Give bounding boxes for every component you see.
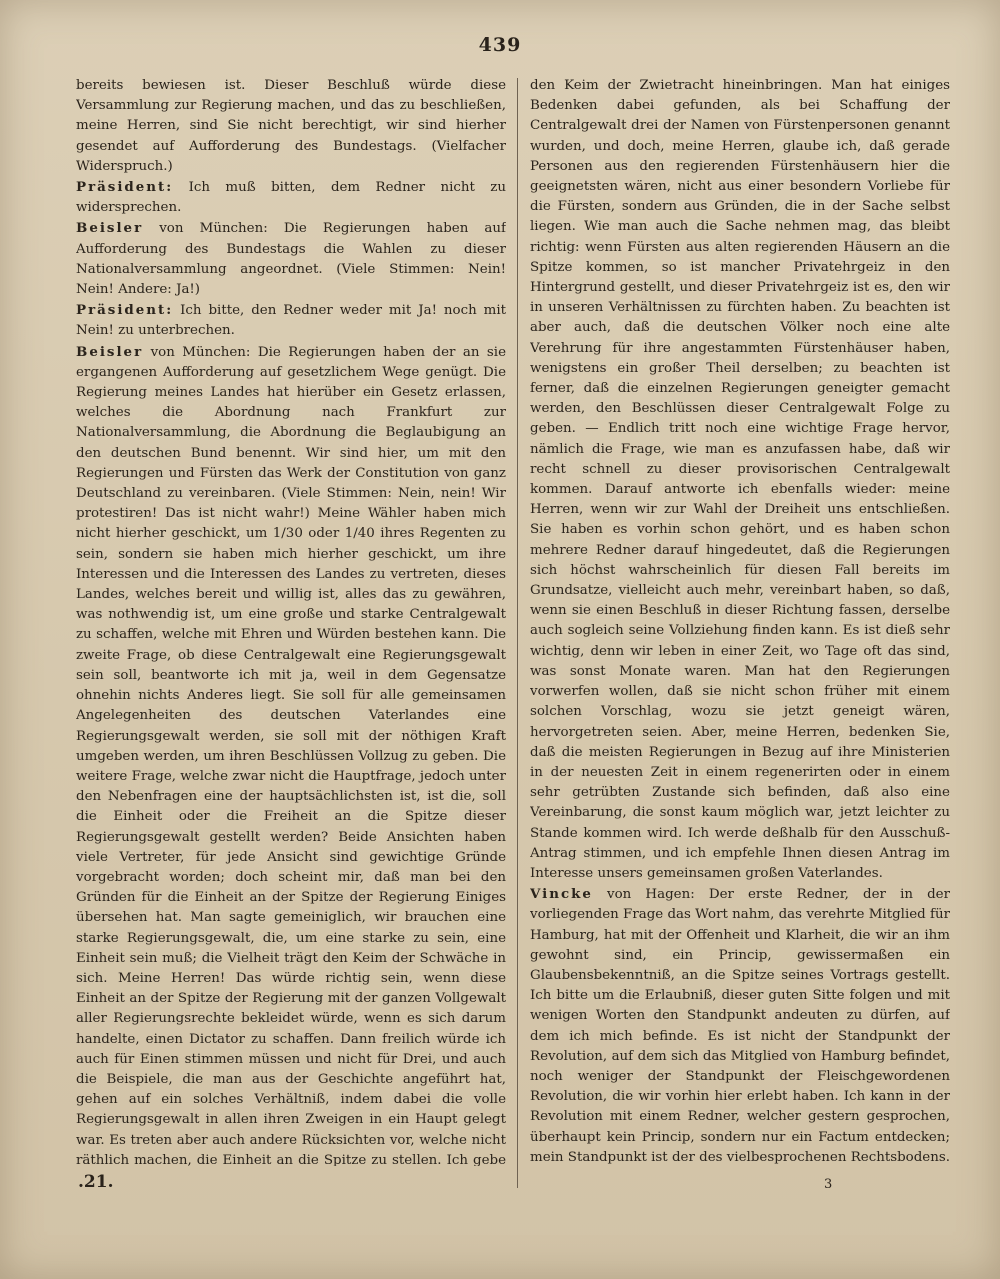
page-number: 439 — [478, 34, 522, 56]
paragraph-text: Ich bitte, den Redner weder mit Ja! noch mit Nein! zu unterbrechen. — [76, 303, 506, 339]
paragraph — [76, 342, 506, 1166]
paragraph-text: von München: Die Regierungen haben auf Aufforderung des Bundestags die Wahlen zu dieser Nationalversammlung angeordnet. (Viele Stimmen: Nein! Nein! Andere: Ja!) — [76, 221, 506, 298]
paragraph-text: von Hagen: Der erste Redner, der in der vorliegenden Frage das Wort nahm, das verehrte Mitglied für Hamburg, hat mit der Offenheit und Klarheit, die wir an ihm gewohnt sind, ein Princip, gewissermaßen ein Glaubensbekenntniß, an die Spitze seines Vortrags gestellt. Ich bitte um die Erlaubniß, dieser guten Sitte folgen und mit wenigen Worten den Standpunkt andeuten zu dürfen, auf dem ich mich befinde. Es ist nicht der Standpunkt der Revolution, auf dem sich das Mitglied von Hamburg befindet, noch weniger der Standpunkt der Fleischgewordenen Revolution, die wir vorhin hier erlebt haben. Ich kann in der Revolution mit einem Redner, welcher gestern gesprochen, überhaupt kein Princip, sondern nur ein Factum entdecken; mein Standpunkt ist der des vielbesprochenen Rechtsbodens. — [530, 887, 950, 1165]
paragraph-text: von München: Die Regierungen haben der an sie ergangenen Aufforderung auf gesetzlichem Wege genügt. Die Regierung meines Landes hat hierüber ein Gesetz erlassen, welches die Abordnung nach Frankfurt zur Nationalversammlung, die Abordnung die Beglaubigung an den deutschen Bund benennt. Wir sind hier, um mit den Regierungen und Fürsten das Werk der Constitution von ganz Deutschland zu vereinbaren. (Viele Stimmen: Nein, nein! Wir protestiren! Das ist nicht wahr!) Meine Wähler haben mich nicht hierher geschickt, um 1/30 oder 1/40 ihres Regenten zu sein, sondern sie haben mich hierher geschickt, um ihre Interessen und die Interessen des Landes zu vertreten, dieses Landes, welches bereit und willig ist, alles das zu gewähren, was nothwendig ist, um eine große und starke Centralgewalt zu schaffen, welche mit Ehren und Würden bestehen kann. Die zweite Frage, ob diese Centralgewalt eine Regierungsgewalt sein soll, beantworte ich mit ja, weil in dem Gegensatze ohnehin nichts Anderes liegt. Sie soll für alle gemeinsamen Angelegenheiten des deutschen Vaterlandes eine Regierungsgewalt werden, sie soll mit der nöthigen Kraft umgeben werden, um ihren Beschlüssen Vollzug zu geben. Die weitere Frage, welche zwar nicht die Hauptfrage, jedoch unter den Nebenfragen eine der hauptsächlichsten ist, ist die, soll die Einheit oder die Freiheit an die Spitze dieser Regierungsgewalt gestellt werden? Beide Ansichten haben viele Vertreter, für jede Ansicht sind gewichtige Gründe vorgebracht worden; doch scheint mir, daß man bei den Gründen für die Einheit an der Spitze der Regierung Einiges übersehen hat. Man sagte gemeiniglich, wir brauchen eine starke Regierungsgewalt, die, um eine starke zu sein, eine Einheit sein muß; die Vielheit trägt den Keim der Schwäche in sich. Meine Herren! Das würde richtig sein, wenn diese Einheit an der Spitze der Regierung mit der ganzen Vollgewalt aller Regierungsrechte bekleidet würde, wenn es sich darum handelte, einen Dictator zu schaffen. Dann freilich würde ich auch für Einen stimmen müssen und nicht für Drei, und auch die Beispiele, die man aus der Geschichte angeführt hat, gehen auf ein solches Verhältniß, indem dabei die volle Regierungsgewalt in allen ihren Zweigen in ein Haupt gelegt war. Es treten aber auch andere Rücksichten vor, welche nicht räthlich machen, die Einheit an die Spitze zu stellen. Ich gebe — [76, 344, 506, 1166]
speaker-name: Beisler — [76, 220, 144, 237]
paragraph-text: bereits bewiesen ist. Dieser Beschluß würde diese Versammlung zur Regierung machen, und das zu beschließen, meine Herren, sind Sie nicht berechtigt, wir sind hierher gesendet auf Aufforderung des Bundestags. (Vielfacher Widerspruch.) — [76, 78, 506, 174]
speaker-name: Präsident: — [76, 179, 174, 196]
paragraph — [530, 884, 950, 1166]
right-column — [530, 76, 950, 1166]
paragraph-text: Ich muß bitten, dem Redner nicht zu widersprechen. — [76, 180, 506, 216]
paragraph — [76, 300, 506, 341]
speaker-name: Präsident: — [76, 302, 174, 319]
column-divider — [517, 78, 518, 1188]
paragraph — [76, 177, 506, 218]
left-column — [76, 76, 506, 1166]
paragraph-text: den Keim der Zwietracht hineinbringen. Man hat einiges Bedenken dabei gefunden, als bei Schaffung der Centralgewalt drei der Namen von Fürstenpersonen genannt wurden, und doch, meine Herren, glaube ich, daß gerade Personen aus den regierenden Fürstenhäusern hier die geeignetsten wären, nicht aus einer besondern Vorliebe für die Fürsten, sondern aus Gründen, die in der Sache selbst liegen. Wie man auch die Sache nehmen mag, das bleibt richtig: wenn Fürsten aus alten regierenden Häusern an die Spitze kommen, so ist mancher Privatehrgeiz in den Hintergrund gestellt, und dieser Privatehrgeiz ist es, den wir in unseren Verhältnissen zu fürchten haben. Zu beachten ist aber auch, daß die deutschen Völker noch eine alte Verehrung für ihre angestammten Fürstenhäuser haben, wenigstens ein großer Theil derselben; zu beachten ist ferner, daß die einzelnen Regierungen geneigter gemacht werden, den Beschlüssen dieser Centralgewalt Folge zu geben. — Endlich tritt noch eine wichtige Frage hervor, nämlich die Frage, wie man es anzufassen habe, daß wir recht schnell zu dieser provisorischen Centralgewalt kommen. Darauf antworte ich ebenfalls wieder: meine Herren, wenn wir zur Wahl der Dreiheit uns entschließen. Sie haben es vorhin schon gehört, und es haben schon mehrere Redner darauf hingedeutet, daß die Regierungen sich höchst wahrscheinlich für diesen Fall bereits im Grundsatze, vielleicht auch mehr, vereinbart haben, so daß, wenn sie einen Beschluß in dieser Richtung fassen, derselbe auch sogleich seine Vollziehung finden kann. Es ist dieß sehr wichtig, denn wir leben in einer Zeit, wo Tage oft das sind, was sonst Monate waren. Man hat den Regierungen vorwerfen wollen, daß sie nicht schon früher mit einem solchen Vorschlag, wozu sie jetzt geneigt wären, hervorgetreten seien. Aber, meine Herren, bedenken Sie, daß die meisten Regierungen in Bezug auf ihre Ministerien in der neuesten Zeit in einem regenerirten oder in einem sehr getrübten Zustande sich befinden, daß also eine Vereinbarung, die sonst kaum möglich war, jetzt leichter zu Stande kommen wird. Ich werde deßhalb für den Ausschuß-Antrag stimmen, und ich empfehle Ihnen diesen Antrag im Interesse unsers gemeinsamen großen Vaterlandes. — [530, 78, 950, 881]
paragraph — [76, 218, 506, 300]
speaker-name: Vincke — [530, 886, 593, 903]
speaker-name: Beisler — [76, 343, 144, 360]
printer-signature: .21. — [78, 1172, 114, 1192]
paragraph — [530, 76, 950, 884]
paragraph — [76, 76, 506, 177]
sheet-number: 3 — [824, 1177, 833, 1192]
